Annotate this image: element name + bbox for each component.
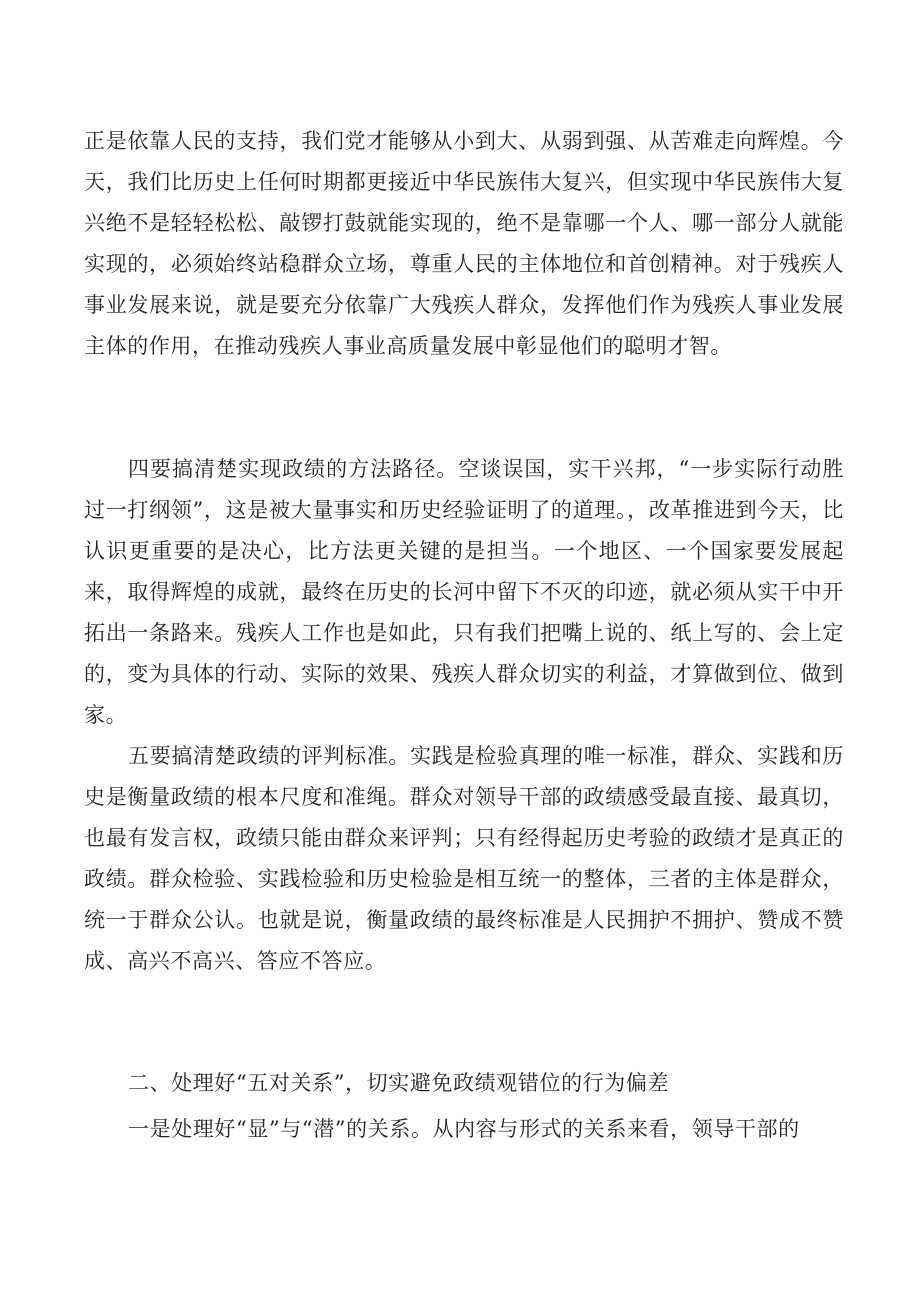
paragraph-text: 正是依靠人民的支持，我们党才能够从小到大、从弱到强、从苦难走向辉煌。今天，我们比历史上任何时期都更接近中华民族伟大复兴，但实现中华民族伟大复兴绝不是轻轻松松、敲锣打鼓就能实现的，绝不是靠哪一个人、哪一部分人就能实现的，必须始终站稳群众立场，尊重人民的主体地位和首创精神。对于残疾人事业发展来说，就是要充分依靠广大残疾人群众，发挥他们作为残疾人事业发展主体的作用，在推动残疾人事业高质量发展中彰显他们的聪明才智。 (84, 129, 844, 358)
paragraph-text: 五要搞清楚政绩的评判标准。实践是检验真理的唯一标准，群众、实践和历史是衡量政绩的根本尺度和准绳。群众对领导干部的政绩感受最直接、最真切，也最有发言权，政绩只能由群众来评判；只有经得起历史考验的政绩才是真正的政绩。群众检验、实践检验和历史检验是相互统一的整体，三者的主体是群众，统一于群众公认。也就是说，衡量政绩的最终标准是人民拥护不拥护、赞成不赞成、高兴不高兴、答应不答应。 (84, 744, 844, 973)
section-heading (84, 1063, 844, 1104)
paragraph-first-relationship (84, 1109, 844, 1150)
paragraph-text: 四要搞清楚实现政绩的方法路径。空谈误国，实干兴邦，“一步实际行动胜过一打纲领”，这是被大量事实和历史经验证明了的道理。，改革推进到今天，比认识更重要的是决心，比方法更关键的是担当。一个地区、一个国家要发展起来，取得辉煌的成就，最终在历史的长河中留下不灭的印迹，就必须从实干中开拓出一条路来。残疾人工作也是如此，只有我们把嘴上说的、纸上写的、会上定的，变为具体的行动、实际的效果、残疾人群众切实的利益，才算做到位、做到家。 (84, 457, 844, 727)
paragraph-fourth-point (84, 449, 844, 736)
paragraph-text: 一是处理好“显”与“潜”的关系。从内容与形式的关系来看，领导干部的 (128, 1117, 800, 1141)
paragraph-fifth-point (84, 736, 844, 982)
heading-text: 二、处理好“五对关系”，切实避免政绩观错位的行为偏差 (128, 1071, 670, 1095)
paragraph-continuation (84, 121, 844, 367)
